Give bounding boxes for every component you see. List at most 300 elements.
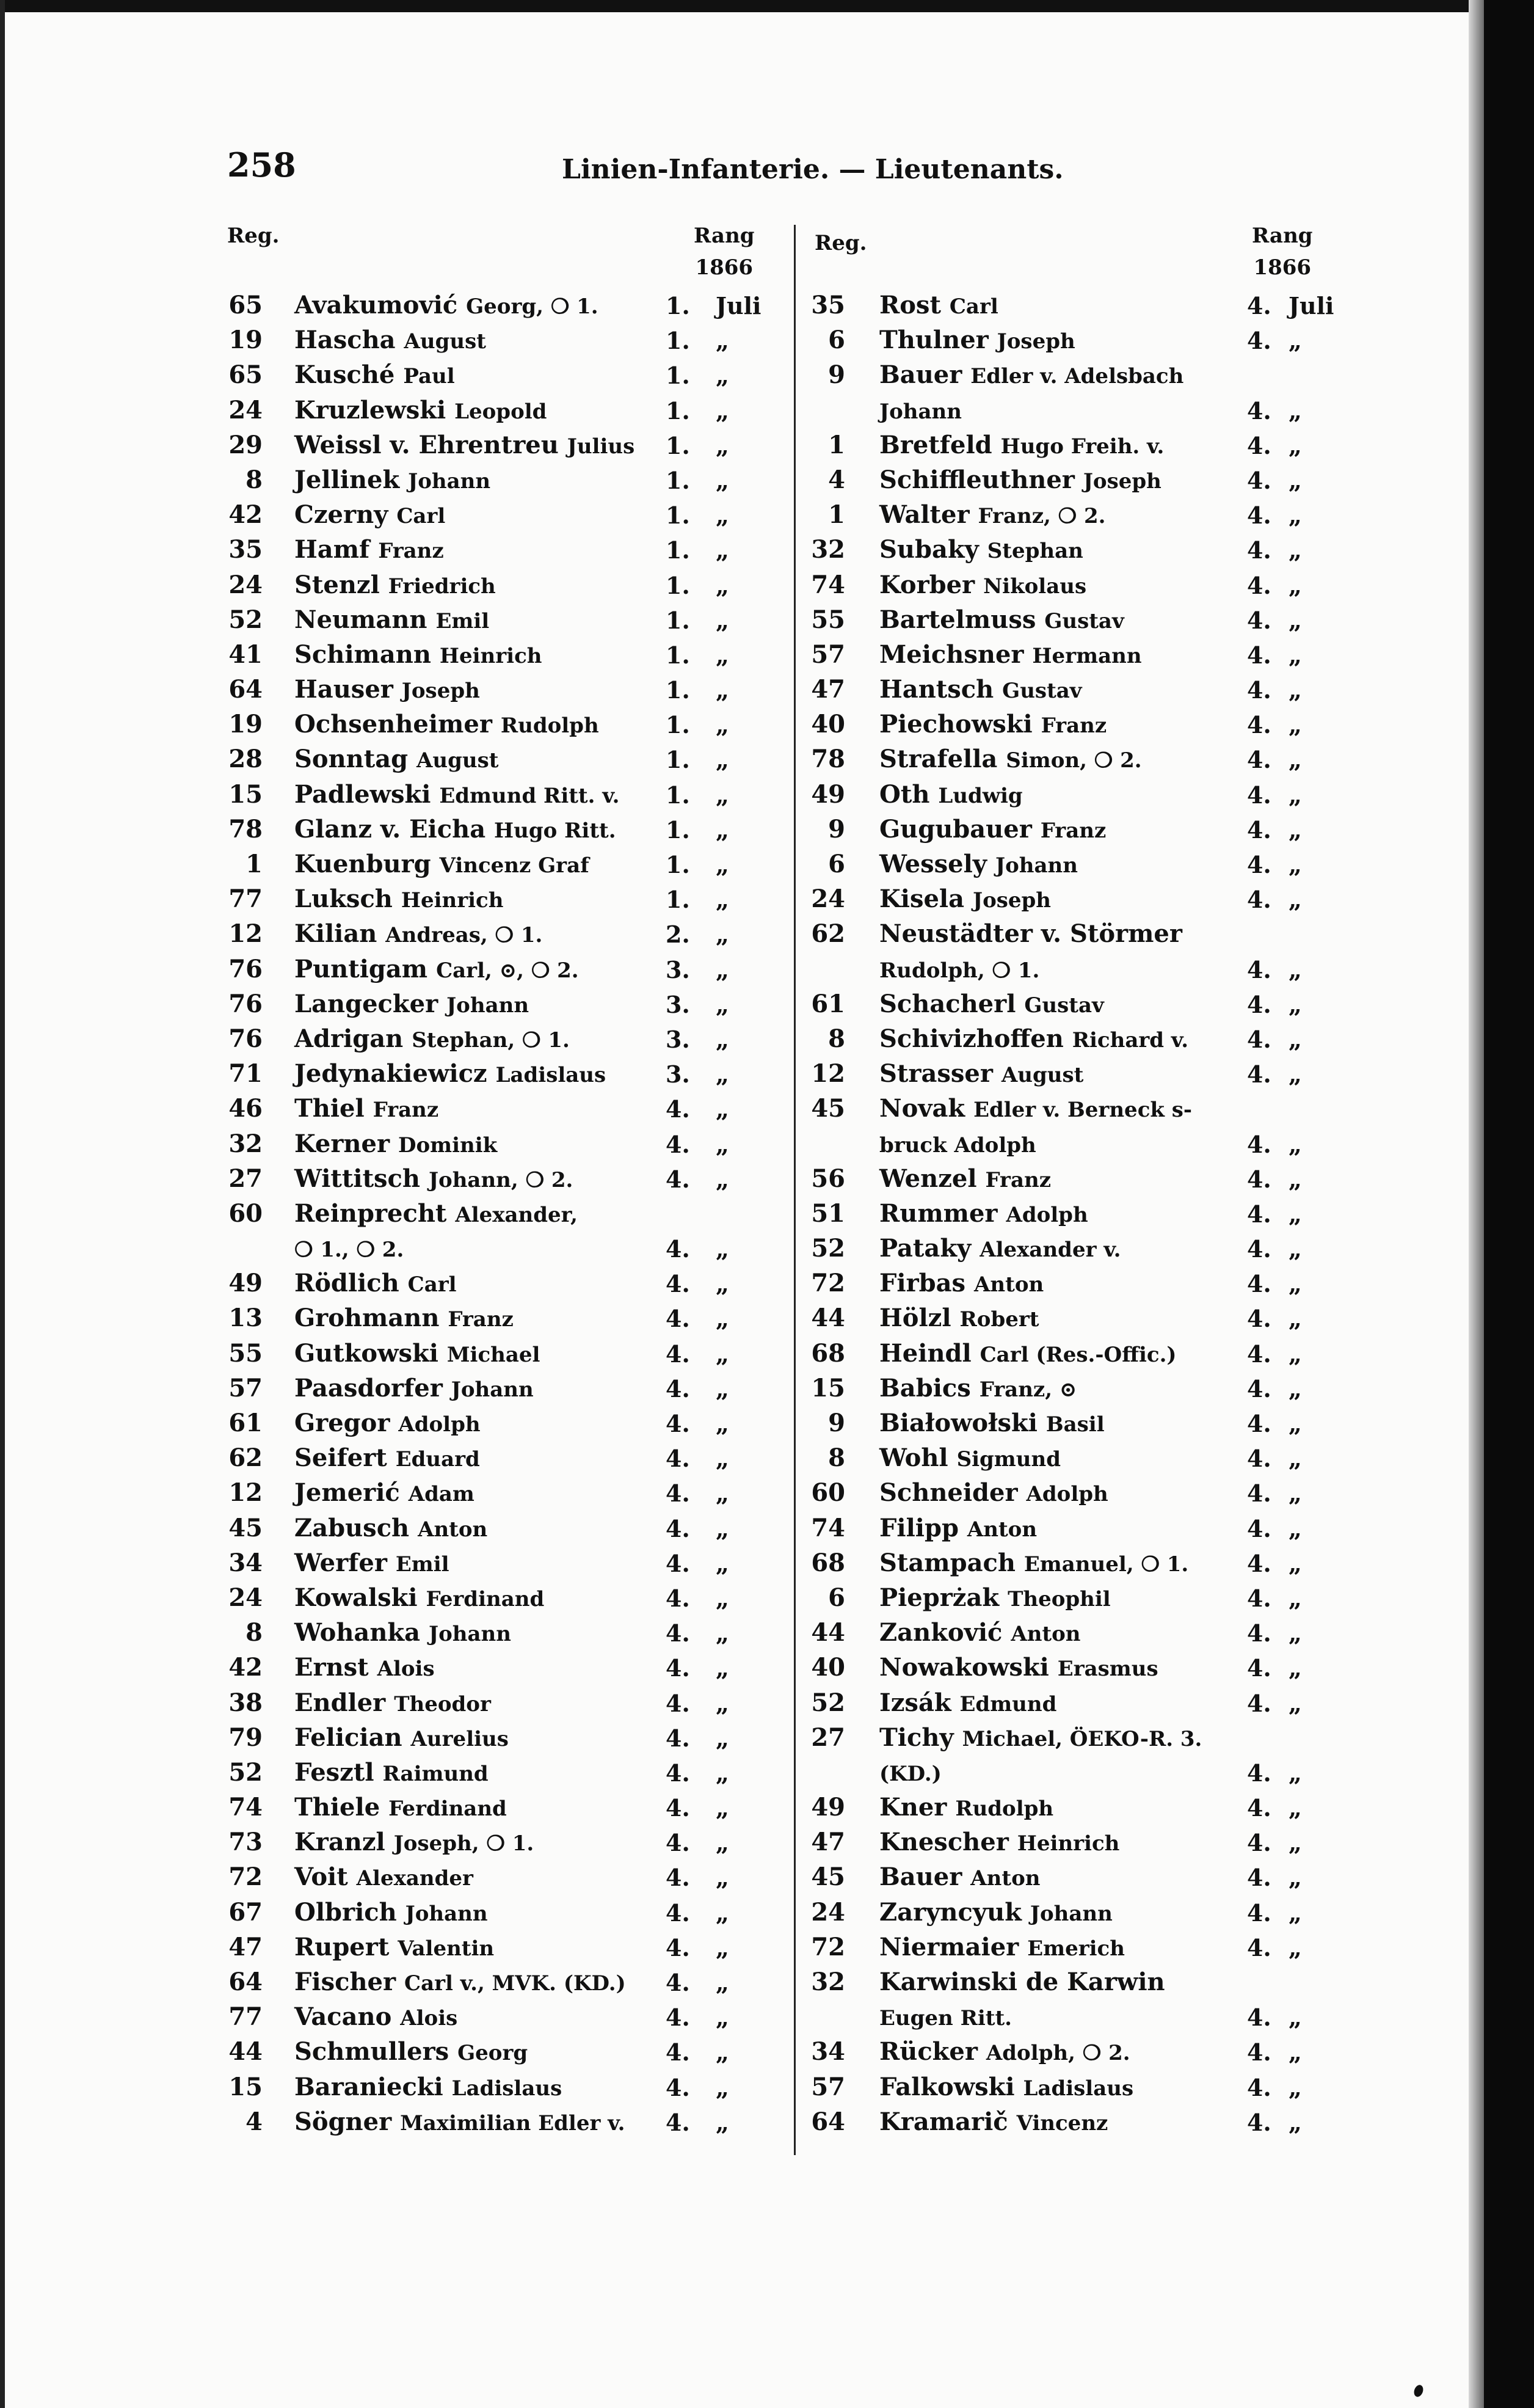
rank-month: „: [1289, 536, 1302, 564]
regiment-number: 60: [811, 1478, 845, 1508]
given-name: Joseph: [1083, 469, 1161, 494]
officer-name: [294, 1618, 511, 1647]
rank-month: „: [716, 1584, 729, 1612]
surname: Wittitsch: [294, 1164, 420, 1193]
rank-month: „: [1289, 2108, 1302, 2136]
officer-row: [806, 1754, 1356, 1789]
officer-row: [806, 1161, 1356, 1195]
surname: Weissl v. Ehrentreu: [294, 430, 559, 459]
officer-name: [879, 1339, 1177, 1368]
officer-row: [227, 1580, 777, 1614]
given-name: Franz: [1040, 818, 1107, 843]
surname: Reinprecht: [294, 1199, 447, 1228]
surname: Schmullers: [294, 2037, 449, 2067]
given-name: Hugo Ritt.: [494, 818, 616, 843]
rank-day: 4.: [1247, 1864, 1271, 1892]
officer-row: [227, 1475, 777, 1509]
officer-row: [227, 1545, 777, 1580]
officer-name: [879, 1583, 1111, 1612]
regiment-number: 38: [228, 1688, 263, 1717]
rank-month: „: [716, 955, 729, 983]
given-name: Anton: [967, 1517, 1038, 1542]
given-name: Franz: [378, 539, 444, 564]
surname: Wohl: [879, 1443, 948, 1473]
given-name: Alexander: [356, 1866, 473, 1891]
officer-name: [294, 1583, 544, 1612]
officer-row: [806, 427, 1356, 462]
regiment-number: 34: [228, 1548, 263, 1577]
regiment-number: 4: [828, 465, 845, 494]
rank-month: „: [1289, 1619, 1302, 1647]
rank-day: 4.: [1247, 396, 1271, 425]
rank-day: 1.: [666, 362, 690, 390]
regiment-number: 47: [811, 675, 845, 704]
officer-name: [294, 850, 589, 878]
officer-name: [879, 1758, 942, 1787]
ink-speck: [1412, 2384, 1425, 2398]
officer-name: [294, 605, 489, 634]
given-name: Edler v. Berneck s-: [973, 1098, 1193, 1123]
surname: Zaryncyuk: [879, 1897, 1022, 1927]
surname: Zabusch: [294, 1513, 410, 1542]
regiment-number: 61: [811, 989, 845, 1018]
regiment-number: 47: [811, 1828, 845, 1857]
given-name: Adolph, ❍ 2.: [986, 2041, 1130, 2066]
rank-day: 2.: [666, 921, 690, 949]
officer-row: [806, 392, 1356, 427]
rank-day: 4.: [666, 1165, 690, 1193]
given-name: Gustav: [1024, 993, 1104, 1018]
rank-month: „: [716, 711, 729, 739]
given-name: Ludwig: [938, 783, 1023, 808]
regiment-number: 57: [228, 1373, 263, 1403]
officer-name: [294, 1199, 578, 1228]
officer-row: [806, 1894, 1356, 1929]
surname: Bretfeld: [879, 430, 992, 459]
officer-row: [227, 497, 777, 531]
officer-name: [294, 465, 490, 494]
regiment-number: 52: [811, 1234, 845, 1263]
officer-row: [227, 531, 777, 566]
officer-name: [879, 710, 1107, 739]
rank-month: „: [1289, 746, 1302, 774]
given-name: Basil: [1045, 1412, 1105, 1437]
rank-day: 4.: [1247, 1899, 1271, 1927]
surname: Falkowski: [879, 2072, 1015, 2101]
officer-name: [879, 1129, 1036, 1158]
officer-row: [227, 776, 777, 811]
officer-name: [294, 710, 599, 739]
officer-row: [806, 497, 1356, 531]
officer-row: [227, 322, 777, 357]
officer-name: [294, 1478, 474, 1507]
officer-row: [227, 1510, 777, 1545]
rank-day: 4.: [666, 1270, 690, 1298]
rank-month: „: [1289, 781, 1302, 809]
given-name: Vincenz Graf: [439, 853, 589, 878]
officer-row: [806, 1230, 1356, 1265]
rank-day: 4.: [666, 2004, 690, 2032]
surname: Nowakowski: [879, 1653, 1049, 1682]
rank-month: „: [1289, 1270, 1302, 1298]
officer-name: [879, 780, 1023, 809]
rank-month: „: [716, 1899, 729, 1927]
officer-row: [227, 1649, 777, 1684]
surname: Izsák: [879, 1688, 951, 1717]
officer-row: [227, 1126, 777, 1161]
regiment-number: 32: [811, 1968, 845, 1996]
rank-day: 4.: [1247, 990, 1271, 1018]
surname: Tichy: [879, 1723, 954, 1752]
regiment-number: 27: [228, 1164, 263, 1193]
officer-name: [879, 431, 1164, 459]
regiment-number: 15: [228, 779, 263, 809]
given-name: Hugo Freih. v.: [1000, 434, 1165, 459]
rank-month: „: [716, 641, 729, 669]
given-name: Ferdinand: [388, 1797, 507, 1822]
officer-row: [806, 1614, 1356, 1649]
surname: Schimann: [294, 640, 431, 669]
rank-day: 4.: [1247, 536, 1271, 564]
rank-day: 4.: [666, 1969, 690, 1996]
officer-row: [227, 1929, 777, 1964]
rank-day: 4.: [1247, 2073, 1271, 2101]
officer-name: [879, 1269, 1044, 1297]
officer-name: [294, 360, 455, 389]
officer-name: [294, 1968, 626, 1996]
officer-row: [806, 1580, 1356, 1614]
rank-day: 4.: [666, 1759, 690, 1787]
rank-day: 4.: [666, 1549, 690, 1577]
given-name: Joseph, ❍ 1.: [393, 1831, 534, 1856]
rank-day: 4.: [666, 1933, 690, 1961]
officer-row: [227, 1964, 777, 1999]
regiment-number: 74: [811, 1513, 845, 1542]
officer-row: [227, 1370, 777, 1405]
surname: Kranzl: [294, 1828, 385, 1857]
rank-day: 4.: [666, 1479, 690, 1508]
rank-month: „: [1289, 466, 1302, 494]
officer-name: [879, 850, 1078, 878]
rank-month: „: [1289, 1025, 1302, 1053]
rank-day: 3.: [666, 1060, 690, 1089]
surname: Hölzl: [879, 1304, 951, 1333]
officer-name: [294, 1339, 540, 1368]
officer-name: [879, 1968, 1165, 1996]
given-name: Dominik: [398, 1133, 498, 1158]
rank-month: „: [716, 2004, 729, 2032]
rank-month: „: [716, 2038, 729, 2067]
officer-row: [806, 531, 1356, 566]
officer-name: [294, 571, 496, 599]
officer-name: [294, 1793, 507, 1822]
given-name: Alois: [377, 1657, 435, 1682]
given-name: Emil: [395, 1552, 449, 1577]
rank-month: „: [716, 1864, 729, 1892]
officer-name: [294, 1059, 606, 1088]
officer-row: [227, 357, 777, 392]
rank-month: „: [716, 1619, 729, 1647]
given-name: Anton: [1011, 1622, 1081, 1647]
rank-month: „: [1289, 886, 1302, 914]
officer-name: [879, 1549, 1188, 1577]
given-name: (KD.): [879, 1761, 942, 1786]
given-name: August: [416, 748, 499, 773]
officer-name: [294, 1164, 573, 1193]
officer-name: [294, 745, 498, 773]
surname: Białowołski: [879, 1409, 1038, 1437]
regiment-number: 76: [228, 1024, 263, 1053]
rank-day: 1.: [666, 502, 690, 530]
given-name: Georg: [457, 2041, 528, 2066]
rank-day: 1.: [666, 886, 690, 914]
rank-day: 4.: [666, 1340, 690, 1368]
officer-name: [879, 1094, 1192, 1123]
scan-border-top: [0, 0, 1534, 12]
surname: Hamf: [294, 535, 370, 564]
surname: Kramarič: [879, 2107, 1008, 2136]
regiment-number: 64: [811, 2107, 845, 2136]
given-name: Alois: [400, 2006, 458, 2031]
given-name: Johann: [1030, 1901, 1113, 1926]
surname: Baraniecki: [294, 2072, 443, 2101]
officer-name: [294, 1443, 480, 1472]
right-reg-heading: Reg.: [815, 231, 867, 255]
regiment-number: 51: [811, 1199, 845, 1228]
given-name: Stephan, ❍ 1.: [412, 1027, 570, 1053]
given-name: Alexander v.: [980, 1238, 1121, 1263]
rank-month: „: [1289, 1410, 1302, 1437]
rank-day: 4.: [1247, 1689, 1271, 1717]
running-head: Linien-Infanterie. — Lieutenants.: [562, 154, 1064, 185]
given-name: Rudolph: [955, 1797, 1054, 1822]
officer-name: [294, 675, 480, 704]
regiment-number: 72: [811, 1932, 845, 1961]
officer-name: [879, 1618, 1081, 1647]
officer-row: [227, 671, 777, 706]
rank-month: „: [716, 327, 729, 355]
given-name: Theophil: [1008, 1586, 1111, 1611]
regiment-number: 78: [811, 745, 845, 774]
given-name: Franz: [985, 1167, 1052, 1192]
officer-row: [227, 881, 777, 916]
regiment-number: 52: [228, 1757, 263, 1787]
regiment-number: 1: [828, 430, 845, 459]
rank-month: „: [1289, 1689, 1302, 1717]
rank-day: 4.: [1247, 1584, 1271, 1612]
given-name: Johann: [879, 399, 962, 424]
given-name: Vincenz: [1016, 2111, 1108, 2136]
officer-row: [806, 1720, 1356, 1754]
rank-day: 4.: [1247, 1025, 1271, 1053]
surname: Czerny: [294, 500, 388, 530]
rank-day: 4.: [1247, 641, 1271, 669]
rank-month: „: [1289, 641, 1302, 669]
officer-row: [227, 986, 777, 1021]
surname: Novak: [879, 1094, 965, 1123]
regiment-number: 64: [228, 675, 263, 704]
surname: Bauer: [879, 360, 962, 390]
officer-name: [879, 291, 998, 319]
regiment-number: 71: [228, 1059, 263, 1089]
rank-day: 4.: [666, 1514, 690, 1542]
officer-name: [879, 1723, 1202, 1752]
rank-month: „: [716, 851, 729, 878]
rank-month: „: [716, 1514, 729, 1542]
given-name: Ladislaus: [495, 1063, 606, 1088]
regiment-number: 78: [228, 814, 263, 844]
rank-day: 1.: [666, 292, 690, 319]
officer-row: [227, 1056, 777, 1090]
officer-row: [806, 1440, 1356, 1475]
given-name: Eduard: [395, 1447, 480, 1472]
officer-name: [294, 500, 445, 529]
surname: Felician: [294, 1723, 402, 1752]
officer-row: [227, 1685, 777, 1720]
rank-day: 1.: [666, 536, 690, 564]
surname: Paasdorfer: [294, 1373, 443, 1403]
surname: Hauser: [294, 675, 393, 704]
surname: Fesztl: [294, 1757, 374, 1787]
given-name: Heinrich: [1017, 1831, 1120, 1856]
given-name: Adolph: [398, 1412, 481, 1437]
rank-day: 4.: [666, 1829, 690, 1857]
surname: Heindl: [879, 1338, 972, 1368]
given-name: Carl: [407, 1272, 457, 1297]
regiment-number: 24: [228, 570, 263, 599]
officer-row: [806, 357, 1356, 392]
officer-row: [806, 951, 1356, 986]
surname: Jemerić: [294, 1478, 400, 1508]
officer-name: [294, 919, 542, 948]
surname: Hantsch: [879, 675, 994, 704]
regiment-number: 19: [228, 710, 263, 739]
surname: Subaky: [879, 535, 979, 564]
right-rang-year: 1866: [1253, 255, 1312, 280]
surname: Adrigan: [294, 1024, 404, 1053]
right-rang-label: Rang: [1252, 224, 1313, 248]
surname: Wohanka: [294, 1618, 421, 1647]
officer-row: [806, 322, 1356, 357]
officer-name: [294, 1933, 494, 1961]
regiment-number: 12: [228, 1478, 263, 1508]
rank-day: 4.: [666, 1724, 690, 1752]
officer-row: [806, 1685, 1356, 1720]
rank-month: Juli: [716, 292, 762, 319]
regiment-number: 35: [811, 291, 845, 319]
surname: Pieprżak: [879, 1583, 1000, 1612]
rank-month: „: [1289, 1305, 1302, 1333]
officer-name: [879, 1304, 1039, 1332]
given-name: Edler v. Adelsbach: [970, 364, 1184, 389]
rank-day: 4.: [1247, 1270, 1271, 1298]
officer-name: [294, 1688, 491, 1717]
rank-day: 4.: [1247, 1200, 1271, 1228]
officer-row: [227, 1335, 777, 1370]
officer-row: [806, 1021, 1356, 1056]
officer-name: [879, 2107, 1108, 2136]
surname: Ernst: [294, 1653, 369, 1682]
officer-name: [879, 2073, 1133, 2101]
officer-row: [227, 1894, 777, 1929]
surname: Seifert: [294, 1443, 387, 1473]
officer-name: [879, 1898, 1113, 1927]
surname: Avakumović: [294, 291, 458, 319]
given-name: Edmund Ritt. v.: [439, 783, 620, 808]
officer-row: [806, 1999, 1356, 2034]
officer-row: [227, 287, 777, 322]
officer-name: [879, 955, 1039, 983]
given-name: Eugen Ritt.: [879, 2006, 1012, 2031]
given-name: August: [404, 329, 486, 354]
rank-day: 3.: [666, 955, 690, 983]
rank-day: 4.: [1247, 2108, 1271, 2136]
rank-month: „: [716, 1794, 729, 1822]
page-edge-shadow: [1469, 0, 1484, 2408]
regiment-number: 40: [811, 1653, 845, 1682]
regiment-number: 76: [228, 954, 263, 983]
given-name: Joseph: [997, 329, 1075, 354]
officer-row: [806, 1475, 1356, 1509]
regiment-number: 62: [228, 1443, 263, 1473]
officer-row: [227, 951, 777, 986]
rank-month: „: [1289, 1340, 1302, 1368]
given-name: Johann: [446, 993, 529, 1018]
officer-row: [806, 1370, 1356, 1405]
surname: Bartelmuss: [879, 605, 1036, 634]
surname: Sonntag: [294, 745, 409, 774]
given-name: Erasmus: [1057, 1657, 1158, 1682]
officer-row: [806, 1510, 1356, 1545]
rank-day: 4.: [1247, 1374, 1271, 1403]
rank-month: „: [1289, 1899, 1302, 1927]
surname: Padlewski: [294, 779, 431, 809]
given-name: August: [1001, 1063, 1084, 1088]
rank-month: „: [1289, 327, 1302, 355]
officer-name: [879, 2002, 1012, 2031]
rank-day: 4.: [1247, 1340, 1271, 1368]
officer-row: [806, 1824, 1356, 1859]
officer-row: [227, 1789, 777, 1824]
given-name: Paul: [403, 364, 455, 389]
rank-month: „: [1289, 1759, 1302, 1787]
officer-row: [227, 567, 777, 602]
officer-row: [806, 1090, 1356, 1125]
officer-name: [294, 2002, 457, 2031]
rank-month: „: [716, 746, 729, 774]
officer-name: [879, 1653, 1158, 1682]
regiment-number: 27: [811, 1723, 845, 1752]
officer-row: [806, 741, 1356, 776]
officer-name: [294, 2037, 528, 2066]
regiment-number: 72: [811, 1269, 845, 1298]
rank-day: 4.: [666, 1235, 690, 1263]
given-name: Johann, ❍ 2.: [428, 1167, 573, 1192]
surname: Fischer: [294, 1968, 396, 1996]
given-name: Andreas, ❍ 1.: [385, 923, 543, 948]
given-name: Ferdinand: [426, 1586, 545, 1611]
officer-row: [806, 1056, 1356, 1090]
rank-day: 3.: [666, 990, 690, 1018]
officer-name: [879, 605, 1124, 634]
rank-month: „: [716, 2073, 729, 2101]
rank-month: „: [716, 1025, 729, 1053]
given-name: Carl, ⊙, ❍ 2.: [436, 958, 579, 983]
officer-name: [879, 396, 962, 425]
surname: Hascha: [294, 326, 396, 355]
officer-name: [294, 640, 542, 669]
rank-month: „: [716, 1445, 729, 1473]
